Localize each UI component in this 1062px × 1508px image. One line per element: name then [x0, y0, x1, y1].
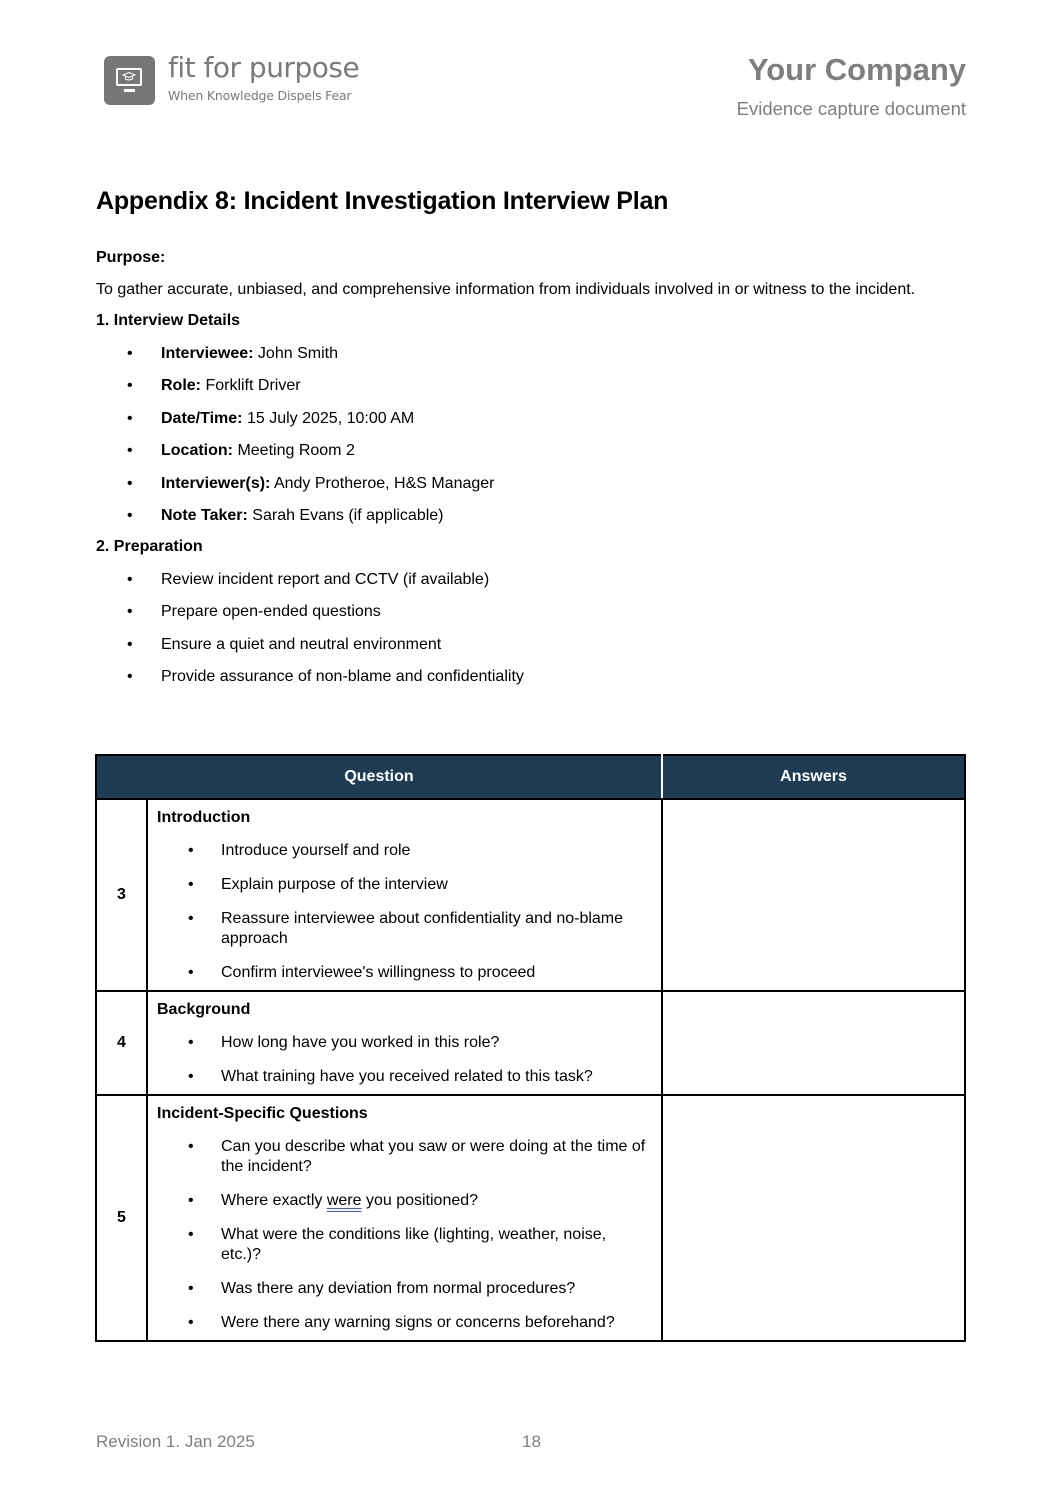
- question-item: • What training have you received related to this task?: [157, 1067, 653, 1087]
- company-name: Your Company: [747, 52, 966, 87]
- page-number: 18: [522, 1432, 541, 1451]
- document-body: [96, 183, 966, 686]
- table-row: [96, 991, 965, 1095]
- answer-cell[interactable]: [662, 799, 965, 991]
- preparation-heading: 2. Preparation: [96, 538, 203, 555]
- detail-datetime: • Date/Time: 15 July 2025, 10:00 AM: [96, 409, 966, 428]
- list-item: • Ensure a quiet and neutral environment: [96, 635, 966, 654]
- answer-cell[interactable]: [662, 991, 965, 1095]
- row-number: 4: [96, 991, 147, 1095]
- row-number: 3: [96, 799, 147, 991]
- answer-cell[interactable]: [662, 1095, 965, 1341]
- interview-questions-table: [95, 754, 966, 1342]
- question-item: • How long have you worked in this role?: [157, 1033, 653, 1053]
- detail-role: • Role: Forklift Driver: [96, 376, 966, 395]
- question-item: • Can you describe what you saw or were doing at the time of the incident?: [157, 1137, 653, 1177]
- column-header-question: Question: [96, 755, 662, 799]
- question-heading: Introduction: [157, 809, 251, 826]
- logo-title: fit for purpose: [168, 51, 360, 84]
- table-row: [96, 1095, 965, 1341]
- page-title: Appendix 8: Incident Investigation Interview Plan: [96, 187, 669, 215]
- column-header-answers: Answers: [662, 755, 965, 799]
- company-block: [737, 52, 966, 120]
- question-cell: [147, 799, 662, 991]
- page-header: [0, 0, 1062, 140]
- question-item: • Confirm interviewee's willingness to proceed: [157, 963, 653, 983]
- interview-details-list: [96, 344, 966, 526]
- question-item: • Explain purpose of the interview: [157, 875, 653, 895]
- table-row: [96, 799, 965, 991]
- list-item: • Provide assurance of non-blame and confidentiality: [96, 667, 966, 686]
- question-item: • Was there any deviation from normal procedures?: [157, 1279, 653, 1299]
- question-item: • Were there any warning signs or concerns beforehand?: [157, 1313, 653, 1333]
- purpose-text: To gather accurate, unbiased, and comprehensive information from individuals involved in or witness to the incident.: [96, 281, 916, 298]
- preparation-list: [96, 570, 966, 687]
- logo-tagline: When Knowledge Dispels Fear: [168, 88, 352, 103]
- detail-interviewers: • Interviewer(s): Andy Protheroe, H&S Manager: [96, 474, 966, 493]
- table-header-row: [96, 755, 965, 799]
- question-cell: [147, 991, 662, 1095]
- question-item: • Where exactly were you positioned?: [157, 1191, 653, 1211]
- question-item: • What were the conditions like (lighting, weather, noise, etc.)?: [157, 1225, 653, 1265]
- row-number: 5: [96, 1095, 147, 1341]
- interview-details-heading: 1. Interview Details: [96, 312, 241, 329]
- list-item: • Prepare open-ended questions: [96, 602, 966, 621]
- question-cell: [147, 1095, 662, 1341]
- question-heading: Incident-Specific Questions: [157, 1105, 368, 1122]
- detail-interviewee: • Interviewee: John Smith: [96, 344, 966, 363]
- spellcheck-flagged-word[interactable]: were: [326, 1192, 362, 1209]
- question-item: • Introduce yourself and role: [157, 841, 653, 861]
- question-heading: Background: [157, 1001, 251, 1018]
- purpose-label: Purpose:: [96, 249, 166, 266]
- brand-logo: [104, 51, 360, 105]
- detail-note-taker: • Note Taker: Sarah Evans (if applicable): [96, 506, 966, 525]
- document-type: Evidence capture document: [736, 98, 966, 119]
- question-item: • Reassure interviewee about confidentiality and no-blame approach: [157, 909, 653, 949]
- detail-location: • Location: Meeting Room 2: [96, 441, 966, 460]
- graduation-cap-icon: [122, 72, 136, 81]
- list-item: • Review incident report and CCTV (if available): [96, 570, 966, 589]
- monitor-graduation-cap-icon: [104, 56, 155, 105]
- revision-label: Revision 1. Jan 2025: [96, 1432, 255, 1451]
